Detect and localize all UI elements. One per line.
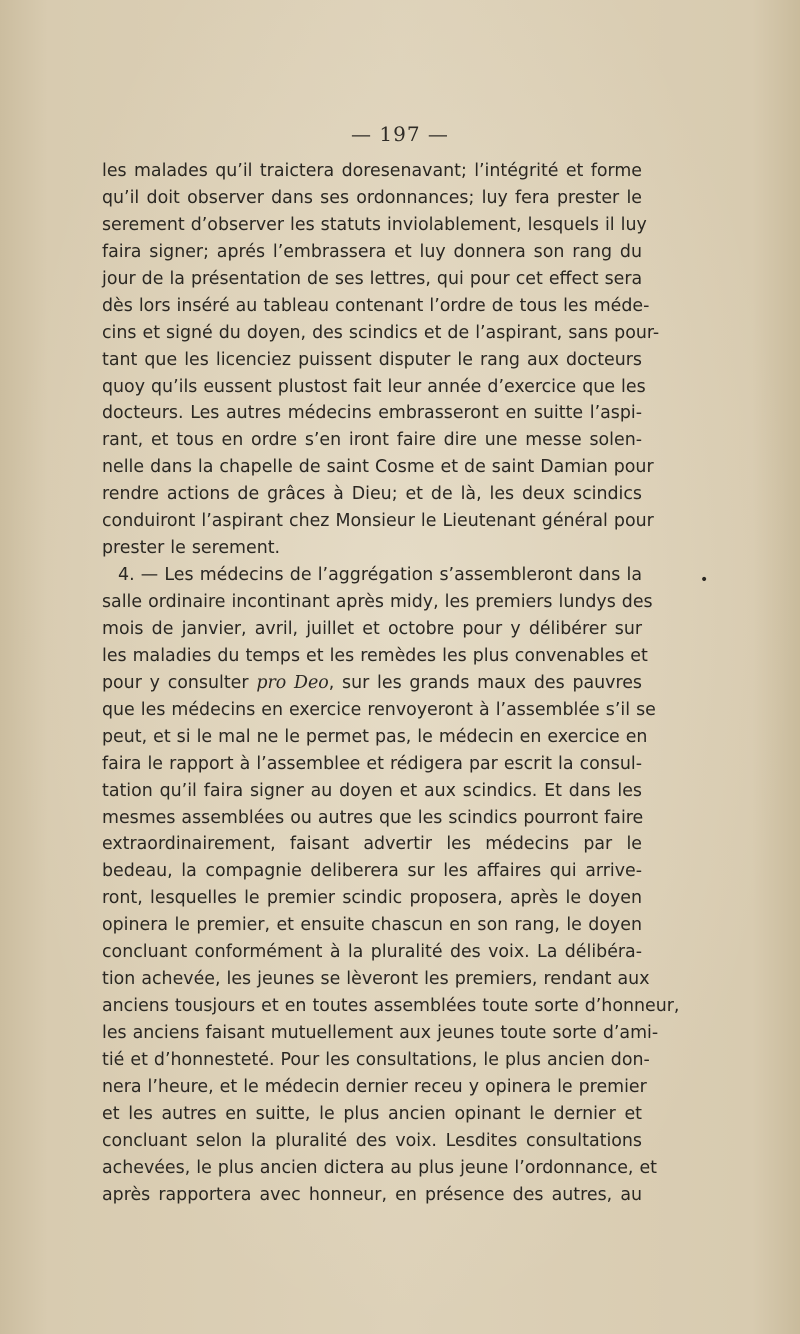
text-line: qu’il doit observer dans ses ordonnances; luy fera prester le	[102, 187, 642, 208]
text-line: cins et signé du doyen, des scindics et de l’aspirant, sans pour-	[102, 322, 660, 343]
text-line: mois de janvier, avril, juillet et octobre pour y délibérer sur	[102, 618, 642, 639]
text-line: tion achevée, les jeunes se lèveront les premiers, rendant aux	[102, 969, 650, 990]
text-line: mesmes assemblées ou autres que les scindics pourront faire	[102, 807, 644, 828]
text-line: opinera le premier, et ensuite chascun en son rang, le doyen	[102, 915, 642, 936]
italic-phrase: pro Deo	[256, 672, 329, 693]
text-line: jour de la présentation de ses lettres, qui pour cet effect sera	[102, 268, 643, 289]
text-line: concluant selon la pluralité des voix. Lesdites consultations	[102, 1130, 642, 1151]
text-line: 4. — Les médecins de l’aggrégation s’assembleront dans la	[118, 565, 642, 586]
text-line: rant, et tous en ordre s’en iront faire dire une messe solen-	[102, 430, 642, 451]
text-line: concluant conformément à la pluralité des voix. La délibéra-	[102, 942, 642, 963]
text-line: nelle dans la chapelle de saint Cosme et de saint Damian pour	[102, 457, 654, 478]
text-line: tation qu’il faira signer au doyen et aux scindics. Et dans les	[102, 780, 642, 801]
body-text	[102, 158, 680, 1209]
text-line: conduiront l’aspirant chez Monsieur le Lieutenant général pour	[102, 511, 654, 532]
text-line: prester le serement.	[102, 538, 281, 559]
text-line: bedeau, la compagnie deliberera sur les affaires qui arrive-	[102, 861, 642, 882]
text-line: faira signer; aprés l’embrassera et luy donnera son rang du	[102, 241, 642, 262]
text-line: rendre actions de grâces à Dieu; et de là, les deux scindics	[102, 484, 642, 505]
text-line: tié et d’honnesteté. Pour les consultations, le plus ancien don-	[102, 1049, 650, 1070]
text-line: serement d’observer les statuts inviolablement, lesquels il luy	[102, 214, 647, 235]
margin-mark: •	[700, 572, 709, 588]
text-line: que les médecins en exercice renvoyeront à l’assemblée s’il se	[102, 699, 656, 720]
text-line: nera l’heure, et le médecin dernier receu y opinera le premier	[102, 1076, 647, 1097]
text-line: et les autres en suitte, le plus ancien opinant le dernier et	[102, 1103, 642, 1124]
text-line: pour y consulter pro Deo, sur les grands maux des pauvres	[102, 672, 642, 693]
text-line: après rapportera avec honneur, en présence des autres, au	[102, 1184, 642, 1205]
text-line: docteurs. Les autres médecins embrasseront en suitte l’aspi-	[102, 403, 642, 424]
text-line: ront, lesquelles le premier scindic proposera, après le doyen	[102, 888, 642, 909]
text-line: peut, et si le mal ne le permet pas, le médecin en exercice en	[102, 726, 648, 747]
text-line: les anciens faisant mutuellement aux jeunes toute sorte d’ami-	[102, 1023, 659, 1043]
text-line: extraordinairement, faisant advertir les médecins par le	[102, 834, 642, 855]
text-line: faira le rapport à l’assemblee et rédigera par escrit la consul-	[102, 753, 642, 774]
text-line: anciens tousjours et en toutes assemblées toute sorte d’honneur,	[102, 996, 680, 1017]
text-line: dès lors inséré au tableau contenant l’ordre de tous les méde-	[102, 295, 650, 316]
page-number: — 197 —	[351, 122, 449, 146]
text-line: les malades qu’il traictera doresenavant; l’intégrité et forme	[102, 161, 642, 181]
text-line: achevées, le plus ancien dictera au plus jeune l’ordonnance, et	[102, 1157, 657, 1178]
text-line: salle ordinaire incontinant après midy, les premiers lundys des	[102, 592, 653, 612]
text-line: les maladies du temps et les remèdes les plus convenables et	[102, 645, 648, 666]
text-line: quoy qu’ils eussent plustost fait leur année d’exercice que les	[102, 376, 646, 397]
text-line: tant que les licenciez puissent disputer le rang aux docteurs	[102, 349, 642, 370]
